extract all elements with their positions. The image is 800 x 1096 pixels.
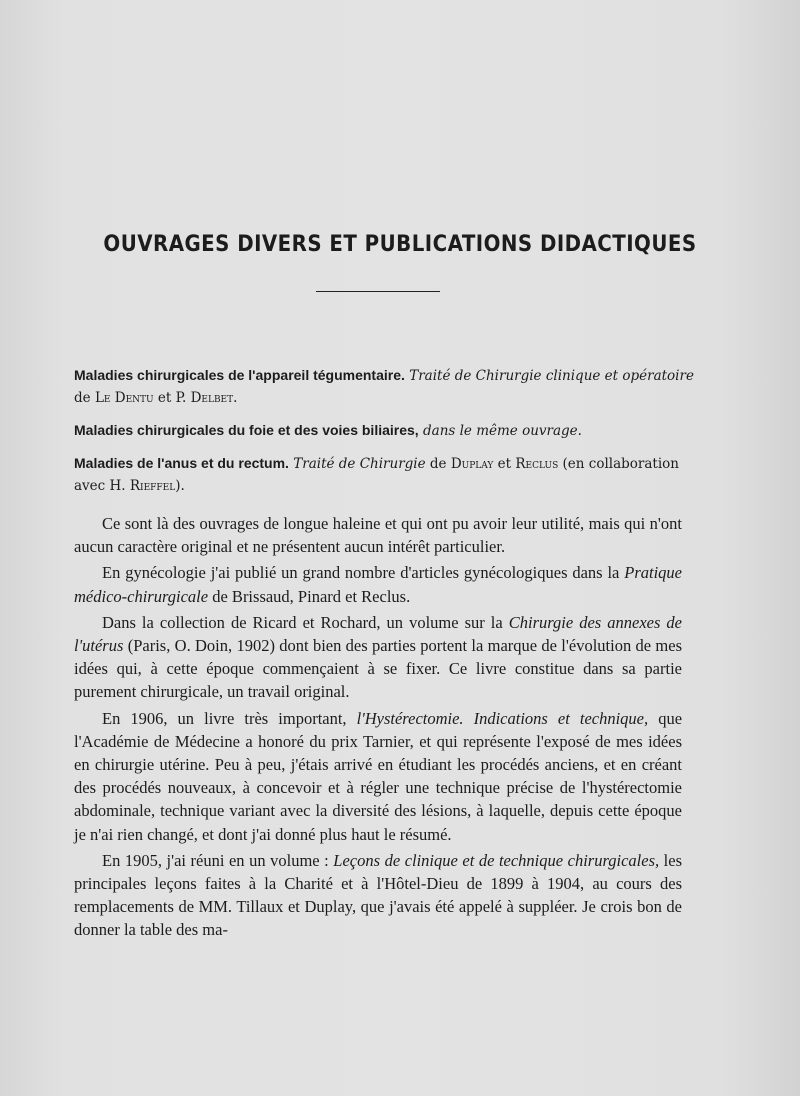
paragraph xyxy=(74,611,682,704)
reference-connector: et xyxy=(497,456,512,472)
paragraph xyxy=(74,512,682,558)
paragraph-italic: Chirurgie des annexes de l'utérus xyxy=(74,612,683,656)
reference-list xyxy=(74,364,700,507)
reference-author: Rieffel xyxy=(129,478,176,494)
paragraph-text: de Brissaud, Pinard et Reclus. xyxy=(212,586,411,606)
body-text xyxy=(74,512,682,945)
reference-note: (en collaboration avec H. xyxy=(74,456,679,494)
reference-connector: de xyxy=(74,390,91,406)
reference-source: Traité de Chirurgie xyxy=(293,456,426,472)
paragraph-text: En 1906, un livre très important, xyxy=(102,708,347,728)
paragraph-text: En 1905, j'ai réuni en un volume : xyxy=(102,850,329,870)
reference-author: Reclus xyxy=(515,456,559,472)
paragraph-italic: Leçons de clinique et de technique chirurgicales, xyxy=(333,850,660,870)
paragraph-italic: l'Hystérectomie. Indications et technique, xyxy=(356,708,649,728)
reference-source: Traité de Chirurgie clinique et opératoire xyxy=(409,368,694,384)
reference-author: P. Delbet. xyxy=(175,390,238,406)
paragraph xyxy=(74,561,682,607)
paragraph-text: les principales leçons faites à la Charité et à l'Hôtel-Dieu de 1899 à 1904, au cours des remplacements de MM. Tillaux et Duplay, que j'avais été appelé à suppléer. Je crois bon de donner la table des ma- xyxy=(74,850,683,940)
paragraph-text: Ce sont là des ouvrages de longue haleine et qui ont pu avoir leur utilité, mais qui n'ont aucun caractère original et ne présentent aucun intérêt particulier. xyxy=(74,514,682,557)
reference-item xyxy=(74,419,700,442)
title-divider xyxy=(316,291,440,292)
paragraph-text: Dans la collection de Ricard et Rochard, un volume sur la xyxy=(102,612,503,632)
reference-source: dans le même ouvrage. xyxy=(423,423,582,439)
reference-connector: et xyxy=(157,390,172,406)
paragraph xyxy=(74,849,682,942)
reference-author: Le Dentu xyxy=(94,390,154,406)
paragraph-text: (Paris, O. Doin, 1902) dont bien des parties portent la marque de l'évolution de mes idées qui, à cette époque commençaient à se fixer. Ce livre constitue dans sa partie purement chirurgicale, un travail original. xyxy=(74,636,682,702)
reference-title: Maladies chirurgicales du foie et des voies biliaires, xyxy=(74,422,419,438)
paragraph-italic: Pratique médico-chirurgicale xyxy=(74,563,682,606)
paragraph-text: En gynécologie j'ai publié un grand nombre d'articles gynécologiques dans la xyxy=(102,563,620,583)
reference-connector: de xyxy=(429,456,447,472)
paragraph xyxy=(74,707,682,846)
reference-title: Maladies de l'anus et du rectum. xyxy=(74,455,289,471)
reference-item xyxy=(74,364,700,409)
reference-item xyxy=(74,452,700,497)
reference-author: Duplay xyxy=(450,456,494,472)
reference-note: ). xyxy=(175,478,185,494)
page-title: OUVRAGES DIVERS ET PUBLICATIONS DIDACTIQUES xyxy=(103,232,697,257)
reference-title: Maladies chirurgicales de l'appareil tégumentaire. xyxy=(74,367,405,383)
paragraph-text: que l'Académie de Médecine a honoré du prix Tarnier, et qui représente l'exposé de mes idées en chirurgie utérine. Peu à peu, j'étais arrivé en étudiant les procédés anciens, et en créant des procédés nouveaux, à concevoir et à régler une technique précise de l'hystérectomie abdominale, technique variant avec la diversité des lésions, à laquelle, depuis cette époque je n'ai rien changé, et dont j'ai donné plus haut le résumé. xyxy=(74,708,683,844)
